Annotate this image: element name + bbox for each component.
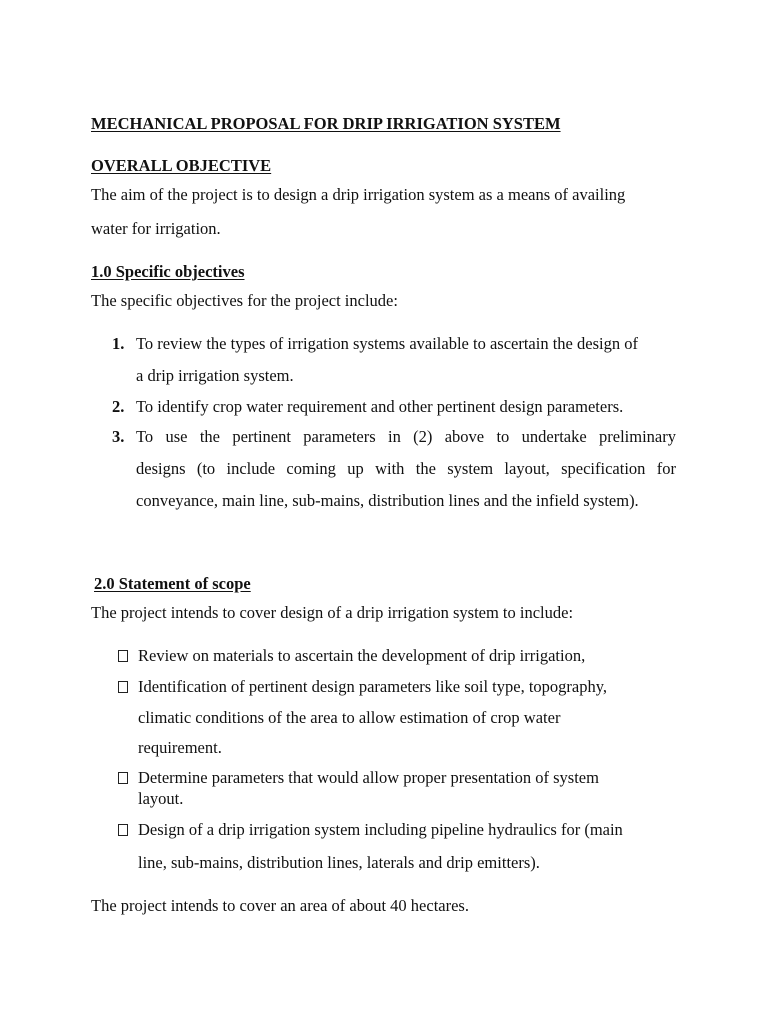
objective-item-line: To review the types of irrigation systems available to ascertain the design of (136, 334, 638, 353)
list-number: 2. (112, 397, 125, 416)
scope-item-line: Review on materials to ascertain the development of drip irrigation, (138, 646, 586, 665)
scope-item-line: Identification of pertinent design parameters like soil type, topography, (138, 677, 608, 696)
empty-box-icon (118, 824, 128, 836)
scope-item-line: line, sub-mains, distribution lines, laterals and drip emitters). (138, 853, 540, 872)
scope-intro: The project intends to cover design of a drip irrigation system to include: (91, 603, 574, 622)
closing-statement: The project intends to cover an area of about 40 hectares. (91, 896, 469, 915)
objective-item-line: designs (to include coming up with the system layout, specification for (136, 459, 676, 478)
list-number: 1. (112, 334, 125, 353)
objective-item-line: To identify crop water requirement and other pertinent design parameters. (136, 397, 624, 416)
scope-item-line: layout. (138, 789, 184, 808)
scope-heading: 2.0 Statement of scope (94, 574, 251, 593)
list-number: 3. (112, 427, 125, 446)
objective-item-line: To use the pertinent parameters in (2) above to undertake preliminary (136, 427, 676, 446)
overall-objective-heading: OVERALL OBJECTIVE (91, 156, 272, 175)
scope-item-line: Design of a drip irrigation system including pipeline hydraulics for (main (138, 820, 623, 839)
empty-box-icon (118, 772, 128, 784)
overall-objective-line: water for irrigation. (91, 219, 221, 238)
scope-item-line: Determine parameters that would allow proper presentation of system (138, 768, 599, 787)
specific-objectives-heading: 1.0 Specific objectives (91, 262, 245, 281)
scope-item-line: climatic conditions of the area to allow estimation of crop water (138, 708, 561, 727)
document-title: MECHANICAL PROPOSAL FOR DRIP IRRIGATION SYSTEM (91, 114, 561, 133)
objective-item-line: conveyance, main line, sub-mains, distribution lines and the infield system). (136, 491, 639, 510)
empty-box-icon (118, 650, 128, 662)
overall-objective-line: The aim of the project is to design a drip irrigation system as a means of availing (91, 185, 626, 204)
scope-item-line: requirement. (138, 738, 222, 757)
objective-item-line: a drip irrigation system. (136, 366, 294, 385)
empty-box-icon (118, 681, 128, 693)
specific-objectives-intro: The specific objectives for the project include: (91, 291, 398, 310)
